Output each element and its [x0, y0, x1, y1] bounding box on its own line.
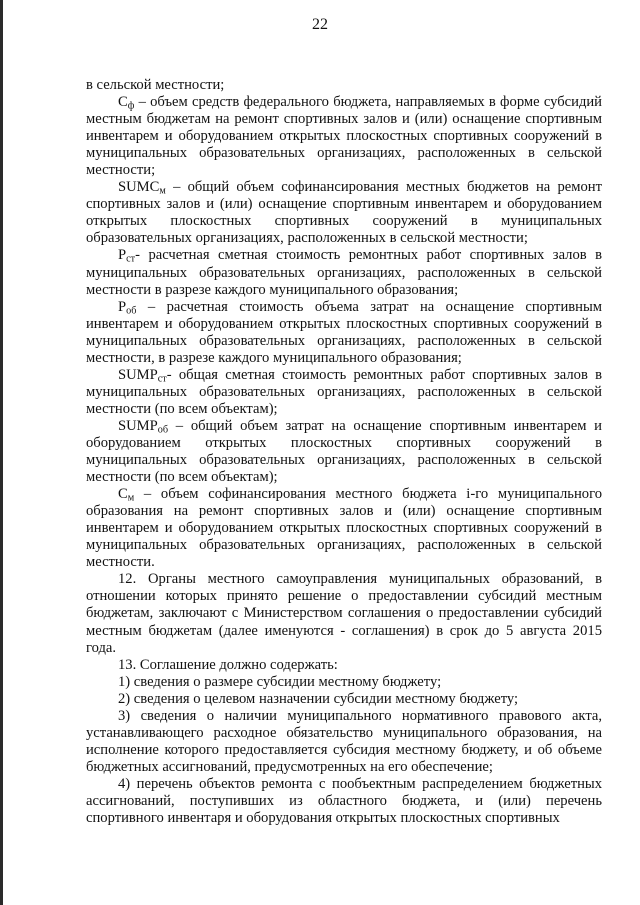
symbol: SUMC	[118, 179, 160, 196]
symbol: С	[118, 94, 128, 111]
clause-13-item-1: 1) сведения о размере субсидии местному бюджету;	[118, 673, 442, 690]
definition-text: – общий объем затрат на оснащение спортивным инвентарем и оборудованием открытых плоскостных спортивных сооружений в муниципальных образовательных организациях, расположенных в сельской местности (по всем объектам);	[86, 417, 602, 486]
definition-sumcm	[86, 179, 602, 247]
definition-text: – объем софинансирования местного бюджета i-го муниципального образования на ремонт спортивных залов и (или) оснащение спортивным инвентарем и оборудованием открытых плоскостных спортивных сооружений в муниципальных образовательных организациях, расположенных в сельской местности.	[86, 486, 602, 571]
document-body	[86, 77, 602, 827]
scan-edge	[0, 0, 3, 905]
symbol: SUMP	[118, 366, 158, 383]
clause-12: 12. Органы местного самоуправления муниципальных образований, в отношении которых принято решение о предоставлении субсидий местным бюджетам, заключают с Министерством соглашения о предоставлении субсидий местным бюджетам (далее именуются - соглашения) в срок до 5 августа 2015 года.	[86, 571, 602, 656]
symbol-subscript: об	[126, 305, 137, 317]
definition-cm	[86, 486, 602, 571]
definition-text: – расчетная стоимость объема затрат на оснащение спортивным инвентарем и оборудованием открытых плоскостных спортивных сооружений в муниципальных образовательных организациях, расположенных в сельской местности, в разрезе каждого муниципального образования;	[86, 298, 602, 366]
symbol: С	[118, 486, 128, 503]
symbol: SUMP	[118, 417, 158, 434]
definition-sumpob	[86, 418, 602, 486]
clause-13: 13. Соглашение должно содержать:	[118, 656, 338, 673]
definition-pob	[86, 299, 602, 367]
symbol-subscript: ст	[126, 254, 136, 266]
definition-text: – объем средств федерального бюджета, направляемых в форме субсидий местным бюджетам на ремонт спортивных залов и (или) оснащение спортивным инвентарем и оборудованием открытых плоскостных спортивных сооружений в муниципальных образовательных организациях, расположенных в сельской местности;	[86, 94, 602, 179]
symbol-subscript: м	[159, 185, 166, 197]
definition-sumpst	[86, 367, 602, 418]
definition-text: – общий объем софинансирования местных бюджетов на ремонт спортивных залов и (или) оснащение спортивным инвентарем и оборудованием открытых плоскостных спортивных сооружений в муниципальных образовательных организациях, расположенных в сельской местности;	[86, 179, 602, 247]
clause-13-item-2: 2) сведения о целевом назначении субсидии местному бюджету;	[118, 690, 519, 707]
page-number: 22	[312, 16, 328, 33]
definition-text: - общая сметная стоимость ремонтных работ спортивных залов в муниципальных образовательных организациях, расположенных в сельской местности (по всем объектам);	[86, 366, 602, 417]
paragraph-continuation: в сельской местности;	[86, 77, 225, 93]
symbol-subscript: ф	[127, 100, 135, 112]
definition-pst	[86, 247, 602, 298]
definition-cf	[86, 94, 602, 179]
clause-13-item-4: 4) перечень объектов ремонта с пообъектным распределением бюджетных ассигнований, поступивших из областного бюджета, и (или) перечень спортивного инвентаря и оборудования открытых плоскостных спортивных	[86, 775, 602, 827]
symbol: Р	[118, 247, 127, 264]
symbol-subscript: м	[127, 492, 135, 504]
symbol: Р	[118, 298, 127, 315]
symbol-subscript: об	[157, 424, 169, 436]
symbol-subscript: ст	[157, 373, 167, 385]
clause-13-item-3: 3) сведения о наличии муниципального нормативного правового акта, устанавливающего расходное обязательство муниципального образования, на исполнение которого предоставляется субсидия местному бюджету, и об объеме бюджетных ассигнований, предусмотренных на его обеспечение;	[86, 707, 602, 775]
definition-text: - расчетная сметная стоимость ремонтных работ спортивных залов в муниципальных образовательных организациях, расположенных в сельской местности в разрезе каждого муниципального образования;	[86, 247, 602, 298]
